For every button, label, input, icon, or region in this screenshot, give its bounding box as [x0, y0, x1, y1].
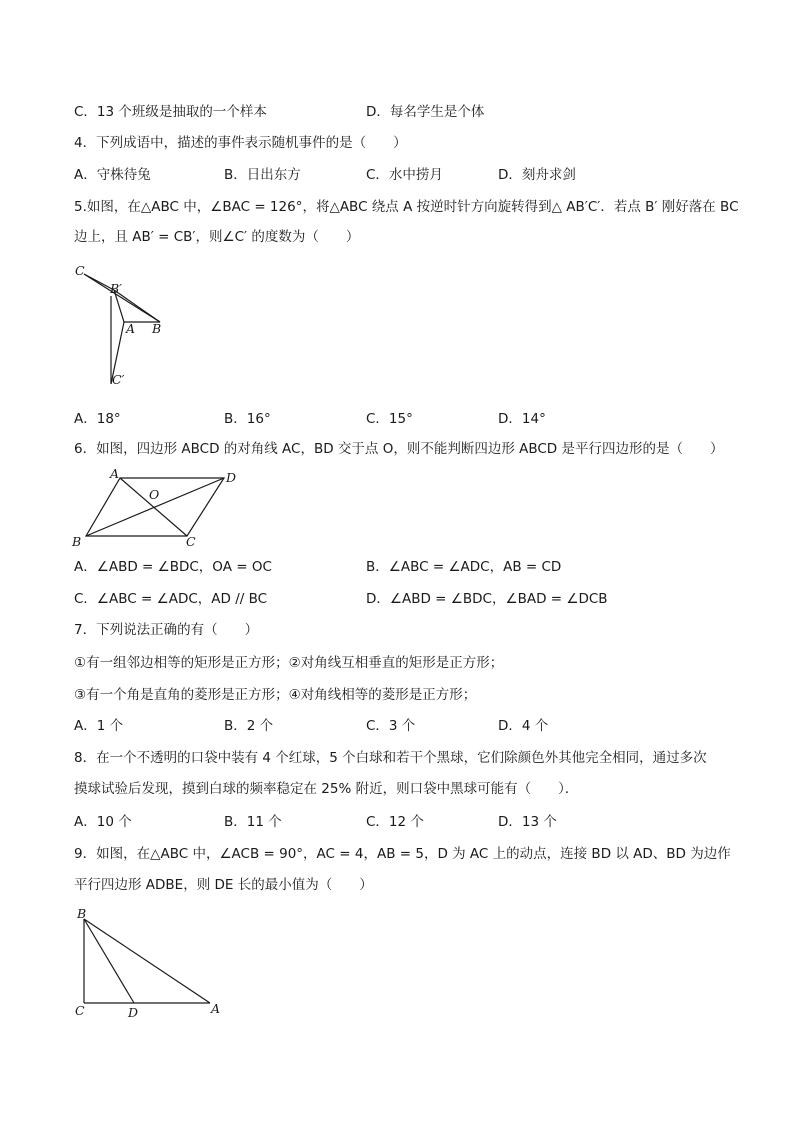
q9-label-b: B: [77, 906, 87, 921]
q5-option-b: B．16°: [224, 411, 271, 427]
q9-label-d: D: [128, 1005, 139, 1020]
q5-figure: [70, 262, 190, 392]
q5-label-a: A: [126, 321, 136, 336]
q7-line1: ①有一组邻边相等的矩形是正方形；②对角线互相垂直的矩形是正方形；: [74, 655, 504, 671]
q6-label-b: B: [72, 534, 82, 549]
q7-option-d: D．4 个: [498, 718, 549, 734]
q5-option-a: A．18°: [74, 411, 121, 427]
q9-label-c: C: [75, 1003, 85, 1018]
q3-option-d: D．每名学生是个体: [366, 104, 485, 120]
q4-option-c: C．水中捞月: [366, 167, 443, 183]
q5-label-b: B: [152, 321, 162, 336]
q6-option-b: B．∠ABC = ∠ADC，AB = CD: [366, 559, 562, 575]
q6-figure: [70, 466, 250, 549]
q5-stem-line1: 5.如图，在△ABC 中，∠BAC = 126°，将△ABC 绕点 A 按逆时针方向旋转得到△ AB′C′．若点 B′ 刚好落在 BC: [74, 199, 739, 215]
q6-label-o: O: [149, 487, 160, 502]
q5-option-d: D．14°: [498, 411, 546, 427]
q7-option-c: C．3 个: [366, 718, 416, 734]
q5-stem-line2: 边上，且 AB′ = CB′，则∠C′ 的度数为（ ）: [74, 229, 360, 245]
q8-option-d: D．13 个: [498, 814, 557, 830]
q5-label-c: C: [75, 263, 85, 278]
q6-label-c: C: [186, 534, 196, 549]
q4-option-b: B．日出东方: [224, 167, 301, 183]
q7-line2: ③有一个角是直角的菱形是正方形；④对角线相等的菱形是正方形；: [74, 687, 477, 703]
q6-option-d: D．∠ABD = ∠BDC，∠BAD = ∠DCB: [366, 591, 608, 607]
q9-stem-line1: 9．如图，在△ABC 中，∠ACB = 90°，AC = 4，AB = 5，D 为 AC 上的动点，连接 BD 以 AD、BD 为边作: [74, 846, 731, 862]
q8-option-a: A．10 个: [74, 814, 132, 830]
q5-option-c: C．15°: [366, 411, 413, 427]
q5-label-bprime: B′: [110, 281, 123, 296]
q6-label-d: D: [226, 470, 237, 485]
q4-option-d: D．刻舟求剑: [498, 167, 576, 183]
q7-option-b: B．2 个: [224, 718, 274, 734]
q9-label-a: A: [211, 1001, 221, 1016]
q6-label-a: A: [110, 466, 120, 481]
q8-option-b: B．11 个: [224, 814, 282, 830]
q4-stem: 4．下列成语中，描述的事件表示随机事件的是（ ）: [74, 135, 407, 151]
q9-figure: [70, 905, 240, 1025]
q7-stem: 7．下列说法正确的有（ ）: [74, 622, 259, 638]
q7-option-a: A．1 个: [74, 718, 124, 734]
q8-stem-line1: 8．在一个不透明的口袋中装有 4 个红球，5 个白球和若干个黑球，它们除颜色外其他完全相同，通过多次: [74, 750, 707, 766]
q6-option-c: C．∠ABC = ∠ADC，AD // BC: [74, 591, 268, 607]
q9-seg-b-d: [84, 919, 134, 1003]
q8-option-c: C．12 个: [366, 814, 424, 830]
q5-label-cprime: C′: [112, 372, 125, 387]
q9-seg-b-a: [84, 919, 210, 1003]
q3-option-c: C．13 个班级是抽取的一个样本: [74, 104, 267, 120]
q6-stem: 6．如图，四边形 ABCD 的对角线 AC，BD 交于点 O，则不能判断四边形 ABCD 是平行四边形的是（ ）: [74, 441, 724, 457]
q4-option-a: A．守株待兔: [74, 167, 151, 183]
q8-stem-line2: 摸球试验后发现，摸到白球的频率稳定在 25% 附近，则口袋中黑球可能有（ ）．: [74, 781, 579, 797]
q9-stem-line2: 平行四边形 ADBE，则 DE 长的最小值为（ ）: [74, 877, 373, 893]
q6-option-a: A．∠ABD = ∠BDC，OA = OC: [74, 559, 272, 575]
